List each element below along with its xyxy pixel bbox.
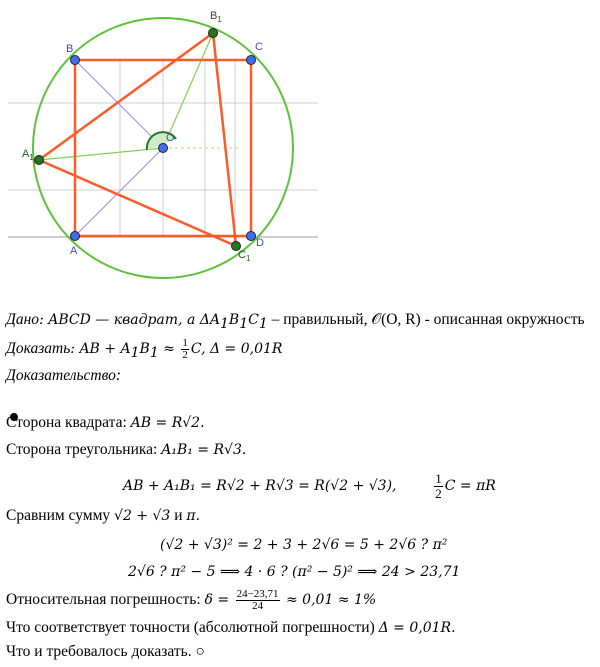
compare-label: Сравним сумму [6,507,115,524]
point-a [71,232,80,241]
given-body-2: B [228,312,240,328]
label-a1: $A_1$ [22,148,34,162]
prove-body-3: ≈ [158,341,180,358]
point-c [247,56,256,65]
label-c1: $C_1$ [238,249,251,263]
rel-error-label: Относительная погрешность: [6,591,205,609]
triangle-side-math: A₁B₁ = R√3. [161,442,247,458]
triangle-a1b1c1 [39,33,236,246]
given-sub-3: 1 [258,316,268,333]
given-body-4: – правильный, 𝒪(O, R) - описанная окружность [267,311,585,328]
prove-sub-2: 1 [149,345,159,362]
rel-error-rest: ≈ 0,01 ≈ 1% [281,592,377,609]
proof-label: Доказательство [6,367,116,384]
label-o: O [166,132,175,144]
square-equation: (√2 + √3)² = 2 + 3 + 2√6 = 5 + 2√6 ? π² [160,537,448,553]
half-c-eq: C = πR [444,478,496,495]
qed-text: Что и требовалось доказать. ○ [6,643,205,660]
label-b: B [66,43,74,55]
prove-body-4: C, Δ = 0,01R [190,341,283,358]
given-sub-1: 1 [219,316,229,333]
square-equation-line [160,535,447,555]
accuracy-math: Δ = 0,01R. [378,620,456,636]
chain-equation: 2√6 ? π² − 5 ⟹ 4 · 6 ? (π² − 5)² ⟹ 24 > 23,71 [128,564,461,580]
proof-heading [6,366,121,386]
point-d [247,232,256,241]
proof-colon: : [115,367,122,384]
given-sub-2: 1 [239,316,249,333]
relative-error-line [6,589,376,612]
rel-error-fraction: $\frac{24-23,71}{24}$ [236,588,279,612]
rel-error-delta: δ = [204,592,234,609]
prove-sub-1: 1 [130,345,140,362]
prove-body-2: B [139,341,150,358]
point-a1 [35,156,44,165]
radius-oa1 [39,148,163,160]
sum-equation: AB + A₁B₁ = R√2 + R√3 = R(√2 + √3), [123,478,397,495]
prove-label: Доказать [6,340,71,358]
accuracy-text: Что соответствует точности (абсолютной погрешности) [6,619,379,636]
point-b1 [209,29,218,38]
label-b1: $B_1$ [210,10,222,24]
label-d: D [256,237,264,249]
chain-equation-line [128,562,460,582]
geometry-figure [0,0,600,295]
square-side-line [6,413,205,433]
point-o [159,144,168,153]
label-a: A [70,245,78,257]
prove-line [6,338,282,363]
compare-and: и [170,507,187,524]
half-c-fraction: $\frac{1}{2}$ [435,471,442,501]
prove-fraction: $\frac{1}{2}$ [182,337,188,361]
triangle-side-label: Сторона треугольника: [6,441,162,458]
square-side-label: Сторона квадрата: [6,414,131,431]
prove-body-1: : AB + A [70,341,131,358]
point-b [71,56,80,65]
accuracy-line [6,618,456,638]
given-label: Дано [6,311,40,328]
square-side-math: AB = R√2. [130,415,205,431]
label-c: C [255,41,263,53]
qed-line [6,642,205,662]
given-body-3: C [248,312,259,328]
compare-math: √2 + √3 [114,508,171,524]
given-line [6,310,585,334]
sum-equation-line [123,472,496,501]
given-body-1: : ABCD — квадрат, а ΔA [39,312,220,328]
compare-line [6,506,200,526]
compare-pi: π. [186,508,201,524]
triangle-side-line [6,440,246,460]
